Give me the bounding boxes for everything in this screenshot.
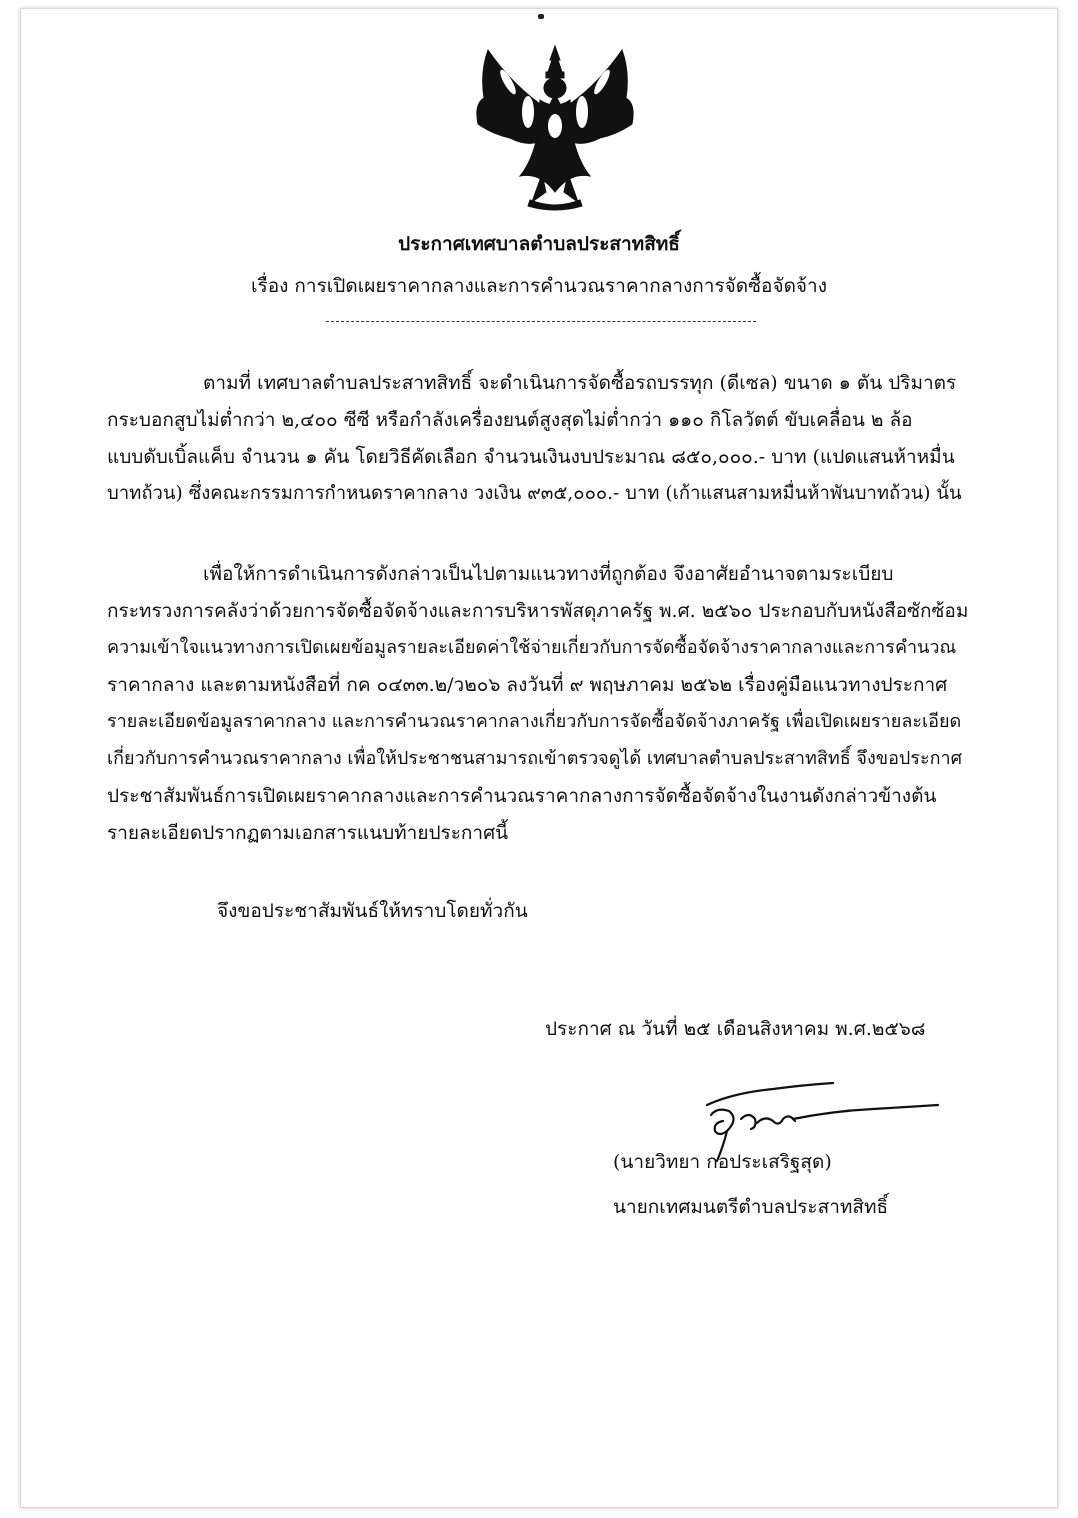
signatory-position: นายกเทศมนตรีตำบลประสาทสิทธิ์ — [613, 1196, 889, 1218]
announcement-subject: เรื่อง การเปิดเผยราคากลางและการคำนวณราคากลางการจัดซื้อจัดจ้าง — [251, 275, 827, 297]
closing-statement: จึงขอประชาสัมพันธ์ให้ทราบโดยทั่วกัน — [217, 900, 528, 922]
paragraph2-line: ราคากลาง และตามหนังสือที่ กค ๐๔๓๓.๒/ว๒๐๖ ลงวันที่ ๙ พฤษภาคม ๒๕๖๒ เรื่องคู่มือแนวทางประกาศ — [107, 674, 948, 696]
paragraph1-line: ตามที่ เทศบาลตำบลประสาทสิทธิ์ จะดำเนินการจัดซื้อรถบรรทุก (ดีเซล) ขนาด ๑ ตัน ปริมาตร — [203, 372, 957, 394]
paragraph2-line: รายละเอียดปรากฏตามเอกสารแนบท้ายประกาศนี้ — [107, 822, 509, 844]
paragraph2-line: ความเข้าใจแนวทางการเปิดเผยข้อมูลรายละเอียดค่าใช้จ่ายเกี่ยวกับการจัดซื้อจัดจ้างราคากลางและการคำนวณ — [107, 637, 957, 658]
paragraph2-line: กระทรวงการคลังว่าด้วยการจัดซื้อจัดจ้างและการบริหารพัสดุภาครัฐ พ.ศ. ๒๕๖๐ ประกอบกับหนังสือซักซ้อม — [107, 600, 969, 622]
divider-line — [326, 321, 756, 322]
paragraph2-line: เพื่อให้การดำเนินการดังกล่าวเป็นไปตามแนวทางที่ถูกต้อง จึงอาศัยอำนาจตามระเบียบ — [203, 563, 894, 585]
paragraph1-line: กระบอกสูบไม่ต่ำกว่า ๒,๔๐๐ ซีซี หรือกำลังเครื่องยนต์สูงสุดไม่ต่ำกว่า ๑๑๐ กิโลวัตต์ ขับเคลื่อน ๒ ล้อ — [107, 409, 913, 431]
announcement-date: ประกาศ ณ วันที่ ๒๕ เดือนสิงหาคม พ.ศ.๒๕๖๘ — [545, 1018, 926, 1040]
paragraph1-line: บาทถ้วน) ซึ่งคณะกรรมการกำหนดราคากลาง วงเงิน ๙๓๕,๐๐๐.- บาท (เก้าแสนสามหมื่นห้าพันบาทถ้วน) นั้น — [107, 483, 962, 504]
paragraph2-line: รายละเอียดข้อมูลราคากลาง และการคำนวณราคากลางเกี่ยวกับการจัดซื้อจัดจ้างภาครัฐ เพื่อเปิดเผยรายละเอียด — [107, 711, 962, 732]
paragraph1-line: แบบดับเบิ้ลแค็บ จำนวน ๑ คัน โดยวิธีคัดเลือก จำนวนเงินงบประมาณ ๘๕๐,๐๐๐.- บาท (แปดแสนห้าหมื่น — [107, 446, 955, 468]
paragraph2-line: เกี่ยวกับการคำนวณราคากลาง เพื่อให้ประชาชนสามารถเข้าตรวจดูได้ เทศบาลตำบลประสาทสิทธิ์ จึงขอประกาศ — [107, 748, 963, 769]
garuda-emblem-icon — [470, 42, 640, 212]
signatory-name: (นายวิทยา กอประเสริฐสุด) — [613, 1151, 832, 1173]
ink-dot — [538, 14, 544, 19]
paragraph2-line: ประชาสัมพันธ์การเปิดเผยราคากลางและการคำนวณราคากลางการจัดซื้อจัดจ้างในงานดังกล่าวข้างต้น — [107, 785, 937, 807]
announcement-title: ประกาศเทศบาลตำบลประสาทสิทธิ์ — [398, 233, 680, 255]
